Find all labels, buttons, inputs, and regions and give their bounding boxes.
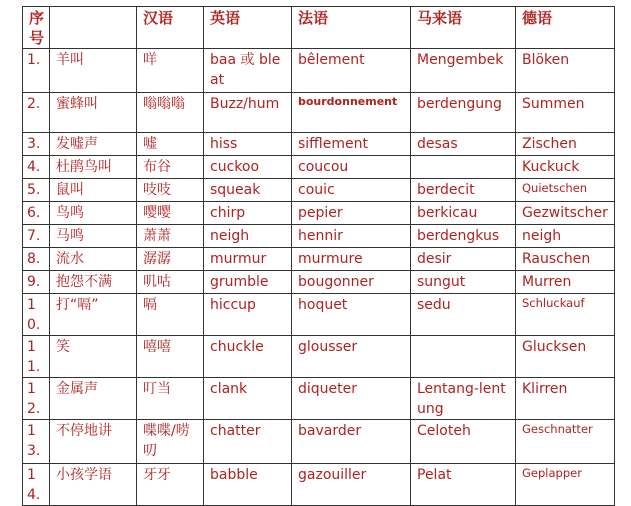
cell-chinese: 萧萧 (137, 225, 204, 248)
cell-german: Rauschen (516, 248, 615, 271)
cell-no: 6. (23, 202, 50, 225)
cell-item: 蜜蜂叫 (50, 93, 137, 133)
cell-chinese: 咩 (137, 49, 204, 93)
cell-chinese: 嗡嗡嗡 (137, 93, 204, 133)
cell-german: Geschnatter (516, 420, 615, 464)
cell-no: 5. (23, 179, 50, 202)
cell-english: neigh (204, 225, 292, 248)
header-malay: 马来语 (411, 7, 516, 49)
cell-malay: sedu (411, 294, 516, 336)
cell-german: Klirren (516, 378, 615, 420)
cell-malay: berkicau (411, 202, 516, 225)
cell-english: chirp (204, 202, 292, 225)
cell-malay: desas (411, 133, 516, 156)
sound-words-table-wrapper (22, 6, 615, 506)
cell-malay (411, 156, 516, 179)
cell-item: 羊叫 (50, 49, 137, 93)
cell-malay: sungut (411, 271, 516, 294)
cell-german: Murren (516, 271, 615, 294)
cell-german: Schluckauf (516, 294, 615, 336)
cell-no: 1. (23, 49, 50, 93)
cell-german: Summen (516, 93, 615, 133)
cell-german: Zischen (516, 133, 615, 156)
cell-item: 打“嗝” (50, 294, 137, 336)
cell-french: murmure (292, 248, 411, 271)
cell-item: 笑 (50, 336, 137, 378)
table-row (23, 156, 615, 179)
cell-english: hiccup (204, 294, 292, 336)
cell-chinese: 布谷 (137, 156, 204, 179)
table-row (23, 202, 615, 225)
cell-no: 3. (23, 133, 50, 156)
cell-no: 10. (23, 294, 50, 336)
cell-english: babble (204, 464, 292, 506)
cell-english: clank (204, 378, 292, 420)
cell-no: 2. (23, 93, 50, 133)
header-english: 英语 (204, 7, 292, 49)
table-row (23, 49, 615, 93)
table-row (23, 378, 615, 420)
cell-english: murmur (204, 248, 292, 271)
cell-german: Glucksen (516, 336, 615, 378)
cell-malay: Pelat (411, 464, 516, 506)
table-row (23, 225, 615, 248)
cell-malay (411, 336, 516, 378)
cell-chinese: 潺潺 (137, 248, 204, 271)
table-row (23, 93, 615, 133)
cell-chinese: 嘻嘻 (137, 336, 204, 378)
cell-english: grumble (204, 271, 292, 294)
cell-french: hoquet (292, 294, 411, 336)
cell-item: 金属声 (50, 378, 137, 420)
onomatopoeia-table (22, 6, 615, 506)
cell-no: 14. (23, 464, 50, 506)
table-row (23, 464, 615, 506)
header-item (50, 7, 137, 49)
cell-malay: berdecit (411, 179, 516, 202)
cell-no: 4. (23, 156, 50, 179)
header-row (23, 7, 615, 49)
table-row (23, 133, 615, 156)
cell-french: coucou (292, 156, 411, 179)
cell-chinese: 喋喋/唠叨 (137, 420, 204, 464)
cell-chinese: 牙牙 (137, 464, 204, 506)
cell-chinese: 叽咕 (137, 271, 204, 294)
cell-item: 不停地讲 (50, 420, 137, 464)
cell-english: squeak (204, 179, 292, 202)
cell-malay: Lentang-lentung (411, 378, 516, 420)
cell-french: glousser (292, 336, 411, 378)
cell-item: 鸟鸣 (50, 202, 137, 225)
cell-french: couic (292, 179, 411, 202)
cell-english: chuckle (204, 336, 292, 378)
cell-german: Geplapper (516, 464, 615, 506)
cell-item: 抱怨不满 (50, 271, 137, 294)
cell-french: hennir (292, 225, 411, 248)
cell-english: Buzz/hum (204, 93, 292, 133)
cell-item: 小孩学语 (50, 464, 137, 506)
cell-french: bougonner (292, 271, 411, 294)
cell-french: pepier (292, 202, 411, 225)
table-row (23, 294, 615, 336)
cell-english: chatter (204, 420, 292, 464)
cell-malay: berdengkus (411, 225, 516, 248)
table-row (23, 271, 615, 294)
cell-malay: desir (411, 248, 516, 271)
cell-french: bourdonnement (292, 93, 411, 133)
header-german: 德语 (516, 7, 615, 49)
cell-english: baa 或 bleat (204, 49, 292, 93)
table-row (23, 420, 615, 464)
cell-no: 13. (23, 420, 50, 464)
table-row (23, 336, 615, 378)
cell-no: 7. (23, 225, 50, 248)
cell-french: sifflement (292, 133, 411, 156)
header-chinese: 汉语 (137, 7, 204, 49)
cell-french: bêlement (292, 49, 411, 93)
cell-german: Blöken (516, 49, 615, 93)
cell-no: 8. (23, 248, 50, 271)
cell-english: hiss (204, 133, 292, 156)
cell-item: 流水 (50, 248, 137, 271)
cell-german: neigh (516, 225, 615, 248)
cell-no: 12. (23, 378, 50, 420)
cell-item: 马鸣 (50, 225, 137, 248)
cell-english: cuckoo (204, 156, 292, 179)
cell-french: bavarder (292, 420, 411, 464)
cell-chinese: 嘤嘤 (137, 202, 204, 225)
cell-french: diqueter (292, 378, 411, 420)
header-french: 法语 (292, 7, 411, 49)
cell-malay: Celoteh (411, 420, 516, 464)
cell-item: 鼠叫 (50, 179, 137, 202)
cell-chinese: 吱吱 (137, 179, 204, 202)
cell-french: gazouiller (292, 464, 411, 506)
cell-chinese: 嗝 (137, 294, 204, 336)
cell-no: 9. (23, 271, 50, 294)
cell-chinese: 叮当 (137, 378, 204, 420)
cell-malay: Mengembek (411, 49, 516, 93)
cell-item: 发嘘声 (50, 133, 137, 156)
table-row (23, 248, 615, 271)
cell-german: Gezwitscher (516, 202, 615, 225)
table-row (23, 179, 615, 202)
cell-chinese: 嘘 (137, 133, 204, 156)
cell-malay: berdengung (411, 93, 516, 133)
cell-german: Quietschen (516, 179, 615, 202)
cell-german: Kuckuck (516, 156, 615, 179)
header-no: 序号 (23, 7, 50, 49)
cell-item: 杜鹃鸟叫 (50, 156, 137, 179)
cell-no: 11. (23, 336, 50, 378)
